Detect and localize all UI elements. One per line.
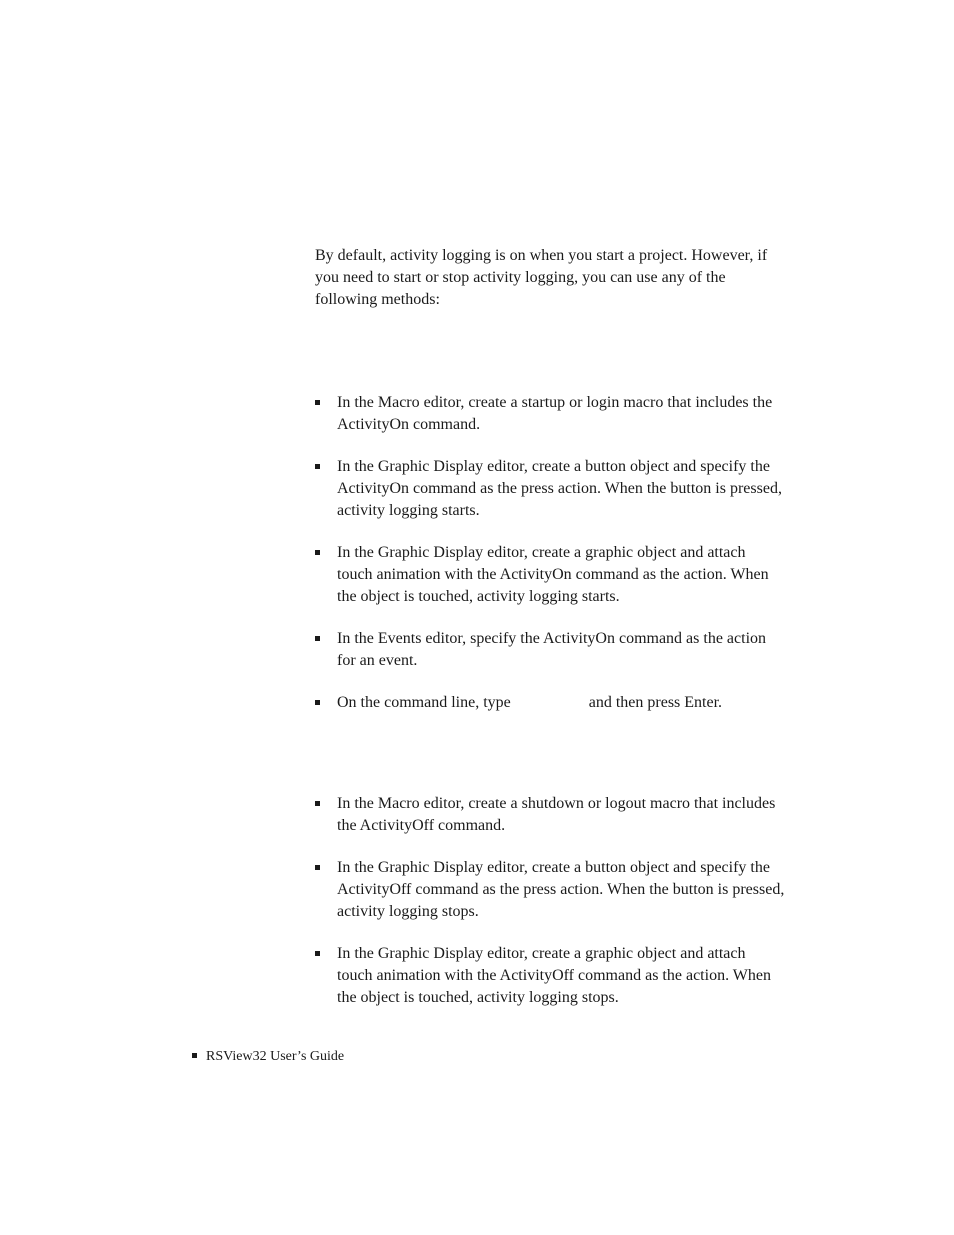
list-item-text: In the Macro editor, create a startup or login macro that includes the ActivityOn command. (337, 394, 773, 433)
list-item-text-after: and then press Enter. (588, 694, 723, 711)
list-item-text: In the Events editor, specify the ActivityOn command as the action for an event. (337, 630, 767, 669)
list-item (315, 943, 785, 1009)
list-item (315, 542, 785, 608)
square-bullet-icon (315, 865, 320, 870)
square-bullet-icon (315, 400, 320, 405)
page-footer (192, 1048, 344, 1066)
square-bullet-icon (315, 464, 320, 469)
footer-title: RSView32 User’s Guide (206, 1049, 345, 1064)
list-item (315, 628, 785, 672)
list-item-text-before: On the command line, type (337, 694, 511, 711)
square-bullet-icon (192, 1053, 197, 1058)
square-bullet-icon (315, 801, 320, 806)
stop-logging-methods-list (315, 793, 785, 1029)
square-bullet-icon (315, 636, 320, 641)
list-item-text: In the Graphic Display editor, create a button object and specify the ActivityOn command as the press action. When the button is pressed, activity logging starts. (337, 458, 782, 519)
list-item (315, 456, 785, 522)
start-logging-methods-list (315, 392, 785, 734)
list-item (315, 692, 785, 714)
square-bullet-icon (315, 700, 320, 705)
list-item-text: In the Macro editor, create a shutdown or logout macro that includes the ActivityOff command. (337, 795, 776, 834)
square-bullet-icon (315, 550, 320, 555)
list-item-text: In the Graphic Display editor, create a button object and specify the ActivityOff command as the press action. When the button is pressed, activity logging stops. (337, 859, 785, 920)
list-item (315, 857, 785, 923)
list-item (315, 392, 785, 436)
list-item-text: In the Graphic Display editor, create a graphic object and attach touch animation with the ActivityOff command as the action. When the object is touched, activity logging stops. (337, 945, 771, 1006)
square-bullet-icon (315, 951, 320, 956)
intro-paragraph: By default, activity logging is on when you start a project. However, if you need to start or stop activity logging, you can use any of the following methods: (315, 247, 768, 308)
list-item (315, 793, 785, 837)
list-item-text: In the Graphic Display editor, create a graphic object and attach touch animation with the ActivityOn command as the action. When the object is touched, activity logging starts. (337, 544, 769, 605)
